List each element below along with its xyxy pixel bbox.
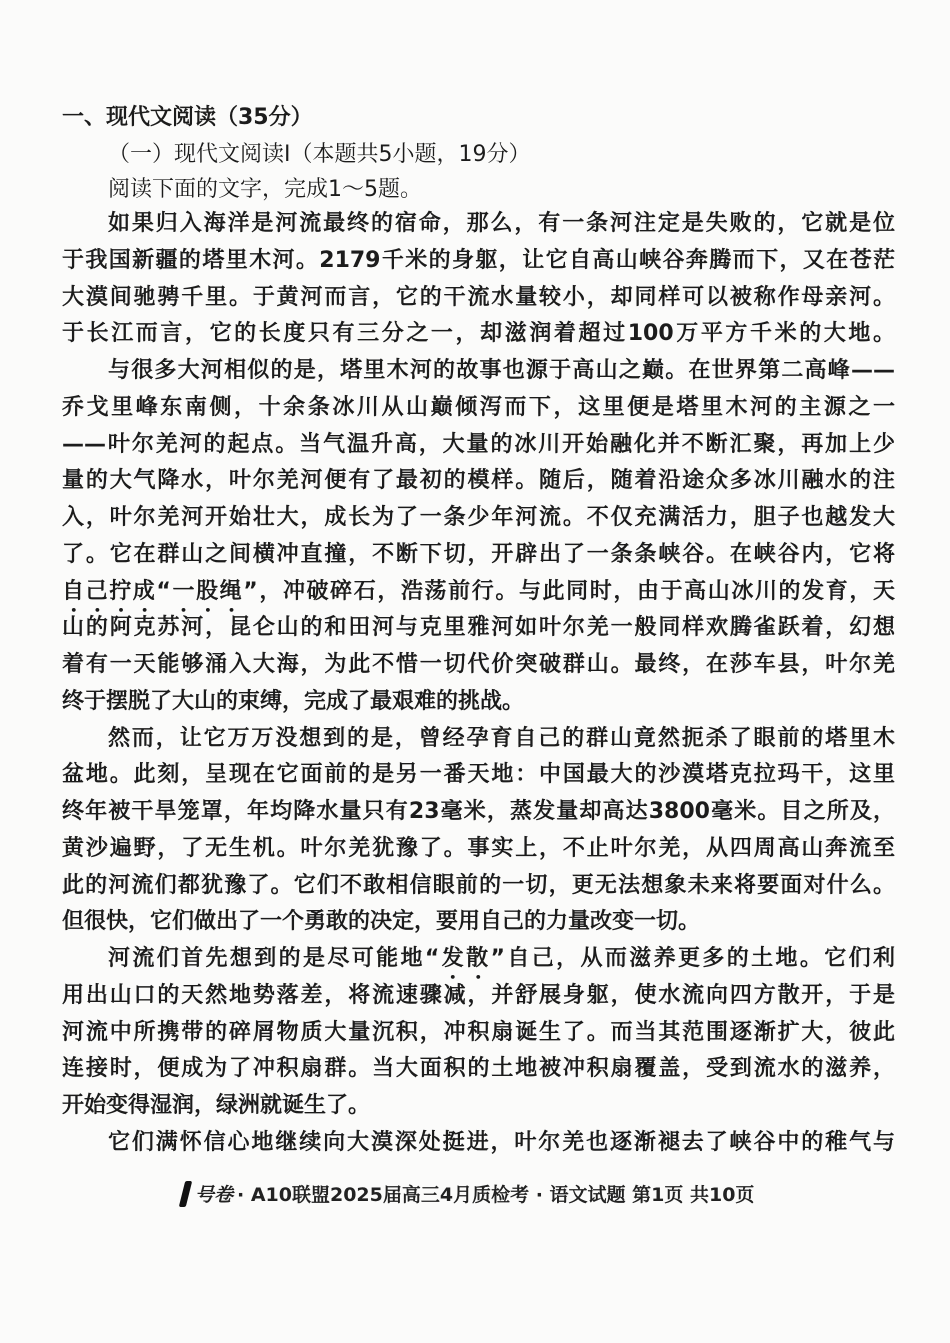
- line-text: ——叶尔羌河的起点。当气温升高，大量的冰川开始融化并不断汇聚，再加上少: [62, 431, 895, 457]
- passage-line: [62, 834, 895, 864]
- passage-line: [62, 540, 895, 570]
- line-text: 乔戈里峰东南侧，十余条冰川从山巅倾泻而下，这里便是塔里木河的主源之一: [62, 394, 895, 420]
- passage-line: [108, 1128, 895, 1158]
- passage-line: [62, 577, 895, 607]
- line-text: 于长江而言，它的长度只有三分之一，却滋润着超过100万平方千米的大地。: [62, 321, 895, 347]
- publisher-logo: 号卷: [182, 1180, 233, 1207]
- passage-line: [62, 687, 524, 717]
- emphasized-text: 自己拧成: [62, 578, 157, 604]
- emphasized-text: 一股绳: [170, 578, 244, 604]
- passage-line: [62, 650, 895, 680]
- line-text: 开始变得湿润，绿洲就诞生了。: [62, 1093, 371, 1119]
- line-text: 河流们首先想到的是尽可能地“: [108, 946, 440, 972]
- line-text: 它们满怀信心地继续向大漠深处挺进，叶尔羌也逐渐褪去了峡谷中的稚气与: [108, 1130, 895, 1155]
- passage-line: [62, 760, 895, 790]
- passage-line: [62, 981, 895, 1011]
- line-text: 用出山口的天然地势落差，将流速骤减，并舒展身躯，使水流向四方散开，于是: [62, 982, 895, 1008]
- passage-line: [62, 430, 895, 460]
- passage-line: [62, 246, 895, 276]
- passage-line: [62, 1091, 370, 1121]
- passage-line: [108, 724, 895, 754]
- line-text: 与很多大河相似的是，塔里木河的故事也源于高山之巅。在世界第二高峰——: [108, 358, 895, 384]
- line-text: 河流中所携带的碎屑物质大量沉积，冲积扇诞生了。而当其范围逐渐扩大，彼此: [62, 1019, 895, 1045]
- line-text: 终于摆脱了大山的束缚，完成了最艰难的挑战。: [62, 688, 525, 714]
- line-text: 了。它在群山之间横冲直撞，不断下切，开辟出了一条条峡谷。在峡谷内，它将: [62, 541, 895, 567]
- passage-line: [108, 944, 895, 974]
- passage-line: [62, 1018, 895, 1048]
- line-text: 但很快，它们做出了一个勇敢的决定，要用自己的力量改变一切。: [62, 909, 701, 935]
- line-text: 连接时，便成为了冲积扇群。当大面积的土地被冲积扇覆盖，受到流水的滋养，: [62, 1056, 895, 1082]
- line-text: 此的河流们都犹豫了。它们不敢相信眼前的一切，更无法想象未来将要面对什么。: [62, 872, 895, 898]
- emphasized-text: 发散: [439, 946, 491, 972]
- passage-line: [62, 503, 895, 533]
- line-text: 如果归入海洋是河流最终的宿命，那么，有一条河注定是失败的，它就是位: [108, 211, 895, 236]
- line-text: ”自己，从而滋养更多的土地。它们利: [490, 946, 895, 972]
- passage-line: [62, 319, 895, 349]
- passage-line: [108, 209, 895, 239]
- passage-line: [62, 1054, 895, 1084]
- line-text: 入，叶尔羌河开始壮大，成长为了一条少年河流。不仅充满活力，胆子也越发大: [62, 505, 895, 531]
- instruction-text: 阅读下面的文字，完成1～5题。: [108, 177, 422, 202]
- passage-line: [62, 907, 700, 937]
- passage-line: [108, 356, 895, 386]
- section-title: 一、现代文阅读（35分）: [62, 105, 313, 130]
- line-text: 量的大气降水，叶尔羌河便有了最初的模样。随后，随着沿途众多冰川融水的注: [62, 468, 895, 494]
- page-footer: [182, 1180, 754, 1207]
- passage-line: [62, 797, 895, 827]
- passage-line: [62, 871, 895, 901]
- passage-line: [62, 613, 895, 643]
- subsection-title: （一）现代文阅读Ⅰ（本题共5小题，19分）: [108, 142, 531, 167]
- line-text: 于我国新疆的塔里木河。2179千米的身躯，让它自高山峡谷奔腾而下，又在苍茫: [62, 247, 895, 273]
- line-text: ”，冲破碎石，浩荡前行。与此同时，由于高山冰川的发育，天: [243, 578, 895, 604]
- line-text: 盆地。此刻，呈现在它面前的是另一番天地：中国最大的沙漠塔克拉玛干，这里: [62, 762, 895, 788]
- line-text: 大漠间驰骋千里。于黄河而言，它的干流水量较小，却同样可以被称作母亲河。: [62, 284, 895, 310]
- footer-text: · A10联盟2025届高三4月质检考 · 语文试题 第1页 共10页: [237, 1184, 755, 1206]
- passage-line: [62, 466, 895, 496]
- line-text: 然而，让它万万没想到的是，曾经孕育自己的群山竟然扼杀了眼前的塔里木: [108, 725, 895, 751]
- passage-line: [62, 283, 895, 313]
- passage-line: [62, 393, 895, 423]
- line-text: 黄沙遍野，了无生机。叶尔羌犹豫了。事实上，不止叶尔羌，从四周高山奔流至: [62, 835, 895, 861]
- line-text: 着有一天能够涌入大海，为此不惜一切代价突破群山。最终，在莎车县，叶尔羌: [62, 652, 895, 678]
- line-text: “: [156, 578, 171, 604]
- line-text: 山的阿克苏河，昆仑山的和田河与克里雅河如叶尔羌一般同样欢腾雀跃着，幻想: [62, 615, 895, 641]
- line-text: 终年被干旱笼罩，年均降水量只有23毫米，蒸发量却高达3800毫米。目之所及，: [62, 799, 895, 825]
